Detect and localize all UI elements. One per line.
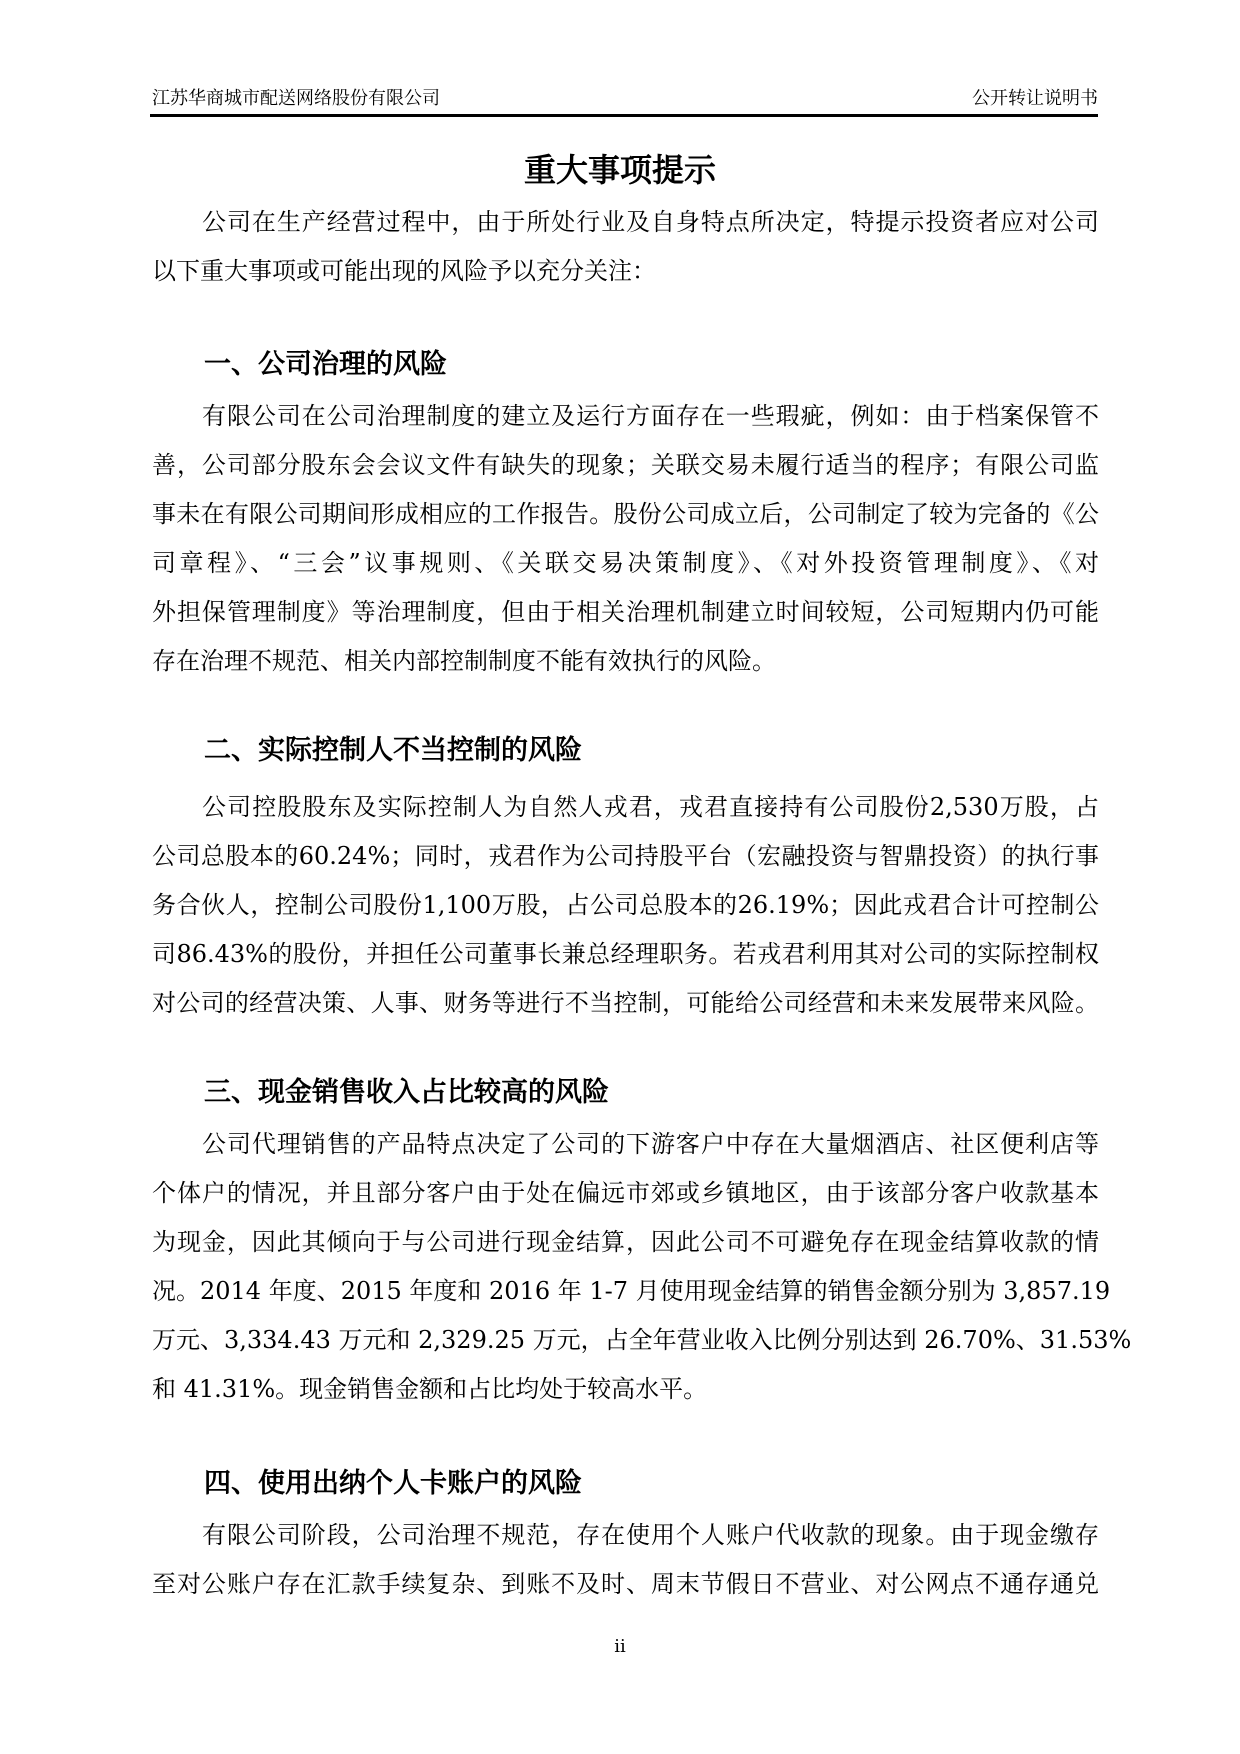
text-line: 司章程》、“三会”议事规则、《关联交易决策制度》、《对外投资管理制度》、《对 [152,549,1099,577]
header-company: 江苏华商城市配送网络股份有限公司 [152,88,440,109]
text-line: 存在治理不规范、相关内部控制制度不能有效执行的风险。 [152,647,776,675]
section-heading-4: 四、使用出纳个人卡账户的风险 [204,1468,582,1499]
section-paragraph-3 [152,1120,1132,1414]
section-paragraph-2 [152,783,1099,1028]
text-line: 个体户的情况，并且部分客户由于处在偏远市郊或乡镇地区，由于该部分客户收款基本 [152,1179,1099,1207]
text-line: 务合伙人，控制公司股份1,100万股，占公司总股本的26.19%；因此戎君合计可控制公 [152,891,1099,919]
text-line: 和 41.31%。现金销售金额和占比均处于较高水平。 [152,1375,708,1403]
text-line: 万元、3,334.43 万元和 2,329.25 万元，占全年营业收入比例分别达到 26.70%、31.53% [152,1326,1132,1354]
text-line: 公司控股股东及实际控制人为自然人戎君，戎君直接持有公司股份2,530万股，占 [202,793,1099,821]
text-line: 以下重大事项或可能出现的风险予以充分关注： [152,257,656,285]
section-paragraph-1 [152,392,1099,686]
text-line: 司86.43%的股份，并担任公司董事长兼总经理职务。若戎君利用其对公司的实际控制权 [152,940,1099,968]
text-line: 至对公账户存在汇款手续复杂、到账不及时、周末节假日不营业、对公网点不通存通兑 [152,1570,1099,1598]
text-line: 公司在生产经营过程中，由于所处行业及自身特点所决定，特提示投资者应对公司 [202,208,1099,236]
intro-paragraph [152,198,1099,296]
header-rule [150,114,1098,117]
text-line: 公司总股本的60.24%；同时，戎君作为公司持股平台（宏融投资与智鼎投资）的执行事 [152,842,1099,870]
text-line: 善，公司部分股东会会议文件有缺失的现象；关联交易未履行适当的程序；有限公司监 [152,451,1099,479]
text-line: 公司代理销售的产品特点决定了公司的下游客户中存在大量烟酒店、社区便利店等 [202,1130,1099,1158]
header-doc-type: 公开转让说明书 [972,88,1098,109]
section-heading-1: 一、公司治理的风险 [204,349,447,380]
text-line: 对公司的经营决策、人事、财务等进行不当控制，可能给公司经营和未来发展带来风险。 [152,989,1099,1017]
section-paragraph-4 [152,1511,1099,1609]
text-line: 有限公司阶段，公司治理不规范，存在使用个人账户代收款的现象。由于现金缴存 [202,1521,1099,1549]
page-number: ii [614,1636,626,1657]
page-title: 重大事项提示 [523,151,716,189]
text-line: 有限公司在公司治理制度的建立及运行方面存在一些瑕疵，例如：由于档案保管不 [202,402,1099,430]
text-line: 为现金，因此其倾向于与公司进行现金结算，因此公司不可避免存在现金结算收款的情 [152,1228,1099,1256]
text-line: 外担保管理制度》等治理制度，但由于相关治理机制建立时间较短，公司短期内仍可能 [152,598,1099,626]
section-heading-3: 三、现金销售收入占比较高的风险 [204,1077,609,1108]
text-line: 况。2014 年度、2015 年度和 2016 年 1-7 月使用现金结算的销售金额分别为 3,857.19 [152,1277,1111,1305]
text-line: 事未在有限公司期间形成相应的工作报告。股份公司成立后，公司制定了较为完备的《公 [152,500,1099,528]
section-heading-2: 二、实际控制人不当控制的风险 [204,735,582,766]
